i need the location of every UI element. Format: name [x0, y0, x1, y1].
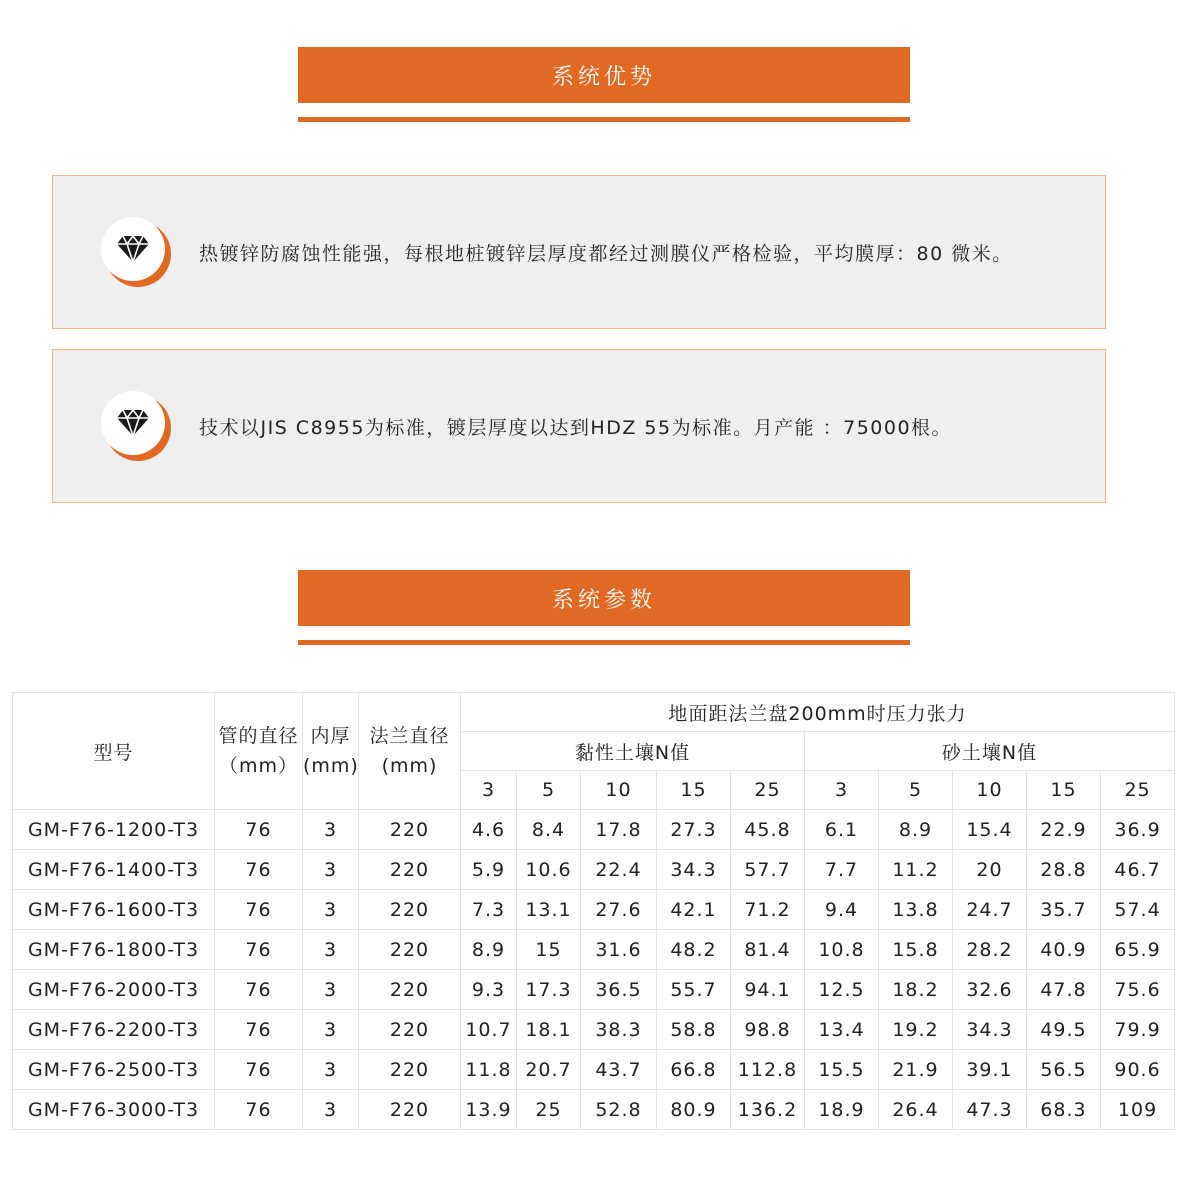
- value-cell: 220: [359, 850, 461, 890]
- header-n-value: 15: [657, 771, 731, 810]
- value-cell: 20: [953, 850, 1027, 890]
- value-cell: 112.8: [731, 1050, 805, 1090]
- diamond-badge: [101, 217, 171, 287]
- diamond-icon: [116, 235, 150, 263]
- value-cell: 8.9: [461, 930, 517, 970]
- value-cell: 15.8: [879, 930, 953, 970]
- value-cell: 26.4: [879, 1090, 953, 1130]
- model-cell: GM-F76-1800-T3: [13, 930, 215, 970]
- value-cell: 56.5: [1027, 1050, 1101, 1090]
- value-cell: 66.8: [657, 1050, 731, 1090]
- model-cell: GM-F76-2000-T3: [13, 970, 215, 1010]
- value-cell: 8.4: [517, 810, 581, 850]
- feature-card-2: [52, 349, 1106, 503]
- value-cell: 220: [359, 930, 461, 970]
- header-n-value: 25: [1101, 771, 1175, 810]
- value-cell: 10.6: [517, 850, 581, 890]
- feature-text-2: 技术以JIS C8955为标准，镀层厚度以达到HDZ 55为标准。月产能 ：75000根。: [199, 416, 953, 439]
- value-cell: 28.2: [953, 930, 1027, 970]
- value-cell: 22.4: [581, 850, 657, 890]
- value-cell: 31.6: [581, 930, 657, 970]
- value-cell: 48.2: [657, 930, 731, 970]
- value-cell: 28.8: [1027, 850, 1101, 890]
- value-cell: 71.2: [731, 890, 805, 930]
- header-n-value: 3: [805, 771, 879, 810]
- table-row: [13, 1050, 1175, 1090]
- value-cell: 7.7: [805, 850, 879, 890]
- value-cell: 57.4: [1101, 890, 1175, 930]
- value-cell: 47.3: [953, 1090, 1027, 1130]
- header-n-value: 25: [731, 771, 805, 810]
- value-cell: 38.3: [581, 1010, 657, 1050]
- table-row: [13, 890, 1175, 930]
- table-row: [13, 1090, 1175, 1130]
- value-cell: 220: [359, 970, 461, 1010]
- value-cell: 80.9: [657, 1090, 731, 1130]
- value-cell: 3: [303, 890, 359, 930]
- advantages-title: 系统优势: [298, 47, 910, 103]
- value-cell: 220: [359, 1090, 461, 1130]
- value-cell: 7.3: [461, 890, 517, 930]
- diamond-icon: [116, 409, 150, 437]
- feature-text-1: 热镀锌防腐蚀性能强，每根地桩镀锌层厚度都经过测膜仪严格检验，平均膜厚：80 微米。: [199, 242, 1013, 265]
- value-cell: 11.2: [879, 850, 953, 890]
- diamond-badge: [101, 391, 171, 461]
- header-n-value: 10: [581, 771, 657, 810]
- model-cell: GM-F76-3000-T3: [13, 1090, 215, 1130]
- value-cell: 19.2: [879, 1010, 953, 1050]
- value-cell: 220: [359, 1010, 461, 1050]
- value-cell: 10.8: [805, 930, 879, 970]
- value-cell: 34.3: [657, 850, 731, 890]
- value-cell: 76: [215, 930, 303, 970]
- table-row: [13, 970, 1175, 1010]
- value-cell: 45.8: [731, 810, 805, 850]
- table-row: [13, 850, 1175, 890]
- model-cell: GM-F76-2500-T3: [13, 1050, 215, 1090]
- value-cell: 76: [215, 890, 303, 930]
- value-cell: 3: [303, 810, 359, 850]
- value-cell: 8.9: [879, 810, 953, 850]
- value-cell: 98.8: [731, 1010, 805, 1050]
- value-cell: 20.7: [517, 1050, 581, 1090]
- header-thickness: 内厚(mm): [303, 693, 359, 810]
- value-cell: 3: [303, 1050, 359, 1090]
- value-cell: 76: [215, 1090, 303, 1130]
- value-cell: 47.8: [1027, 970, 1101, 1010]
- value-cell: 3: [303, 930, 359, 970]
- model-cell: GM-F76-2200-T3: [13, 1010, 215, 1050]
- value-cell: 81.4: [731, 930, 805, 970]
- table-row: [13, 930, 1175, 970]
- value-cell: 49.5: [1027, 1010, 1101, 1050]
- value-cell: 25: [517, 1090, 581, 1130]
- value-cell: 18.1: [517, 1010, 581, 1050]
- value-cell: 75.6: [1101, 970, 1175, 1010]
- params-table-body: [13, 810, 1175, 1130]
- value-cell: 58.8: [657, 1010, 731, 1050]
- value-cell: 5.9: [461, 850, 517, 890]
- value-cell: 220: [359, 1050, 461, 1090]
- value-cell: 43.7: [581, 1050, 657, 1090]
- value-cell: 42.1: [657, 890, 731, 930]
- value-cell: 18.9: [805, 1090, 879, 1130]
- value-cell: 76: [215, 850, 303, 890]
- value-cell: 13.1: [517, 890, 581, 930]
- header-n-value: 10: [953, 771, 1027, 810]
- header-model: 型号: [13, 693, 215, 810]
- value-cell: 21.9: [879, 1050, 953, 1090]
- value-cell: 40.9: [1027, 930, 1101, 970]
- value-cell: 17.8: [581, 810, 657, 850]
- header-flange: 法兰直径(mm): [359, 693, 461, 810]
- table-row: [13, 1010, 1175, 1050]
- params-title: 系统参数: [298, 570, 910, 626]
- value-cell: 52.8: [581, 1090, 657, 1130]
- value-cell: 55.7: [657, 970, 731, 1010]
- params-table: [12, 692, 1175, 1130]
- value-cell: 27.6: [581, 890, 657, 930]
- value-cell: 39.1: [953, 1050, 1027, 1090]
- value-cell: 36.9: [1101, 810, 1175, 850]
- value-cell: 76: [215, 970, 303, 1010]
- value-cell: 65.9: [1101, 930, 1175, 970]
- value-cell: 3: [303, 970, 359, 1010]
- value-cell: 32.6: [953, 970, 1027, 1010]
- value-cell: 94.1: [731, 970, 805, 1010]
- header-n-value: 5: [517, 771, 581, 810]
- value-cell: 76: [215, 1010, 303, 1050]
- value-cell: 109: [1101, 1090, 1175, 1130]
- params-header: [298, 570, 910, 645]
- value-cell: 13.8: [879, 890, 953, 930]
- value-cell: 9.4: [805, 890, 879, 930]
- value-cell: 3: [303, 850, 359, 890]
- value-cell: 90.6: [1101, 1050, 1175, 1090]
- value-cell: 68.3: [1027, 1090, 1101, 1130]
- table-row: [13, 810, 1175, 850]
- value-cell: 36.5: [581, 970, 657, 1010]
- header-tension: 地面距法兰盘200mm时压力张力: [461, 693, 1175, 732]
- model-cell: GM-F76-1600-T3: [13, 890, 215, 930]
- value-cell: 35.7: [1027, 890, 1101, 930]
- header-diameter: 管的直径（mm）: [215, 693, 303, 810]
- value-cell: 24.7: [953, 890, 1027, 930]
- value-cell: 76: [215, 810, 303, 850]
- feature-card-1: [52, 175, 1106, 329]
- value-cell: 6.1: [805, 810, 879, 850]
- value-cell: 3: [303, 1010, 359, 1050]
- value-cell: 57.7: [731, 850, 805, 890]
- value-cell: 34.3: [953, 1010, 1027, 1050]
- params-underline: [298, 640, 910, 645]
- header-n-value: 15: [1027, 771, 1101, 810]
- model-cell: GM-F76-1200-T3: [13, 810, 215, 850]
- value-cell: 15: [517, 930, 581, 970]
- header-sand: 砂土壤N值: [805, 732, 1175, 771]
- advantages-underline: [298, 117, 910, 122]
- value-cell: 11.8: [461, 1050, 517, 1090]
- value-cell: 27.3: [657, 810, 731, 850]
- value-cell: 13.4: [805, 1010, 879, 1050]
- value-cell: 220: [359, 810, 461, 850]
- value-cell: 220: [359, 890, 461, 930]
- value-cell: 17.3: [517, 970, 581, 1010]
- value-cell: 15.4: [953, 810, 1027, 850]
- value-cell: 4.6: [461, 810, 517, 850]
- value-cell: 3: [303, 1090, 359, 1130]
- advantages-header: [298, 47, 910, 122]
- header-n-value: 5: [879, 771, 953, 810]
- model-cell: GM-F76-1400-T3: [13, 850, 215, 890]
- value-cell: 76: [215, 1050, 303, 1090]
- value-cell: 9.3: [461, 970, 517, 1010]
- header-clay: 黏性土壤N值: [461, 732, 805, 771]
- value-cell: 18.2: [879, 970, 953, 1010]
- value-cell: 22.9: [1027, 810, 1101, 850]
- value-cell: 12.5: [805, 970, 879, 1010]
- value-cell: 15.5: [805, 1050, 879, 1090]
- value-cell: 136.2: [731, 1090, 805, 1130]
- value-cell: 10.7: [461, 1010, 517, 1050]
- value-cell: 46.7: [1101, 850, 1175, 890]
- header-n-value: 3: [461, 771, 517, 810]
- value-cell: 79.9: [1101, 1010, 1175, 1050]
- value-cell: 13.9: [461, 1090, 517, 1130]
